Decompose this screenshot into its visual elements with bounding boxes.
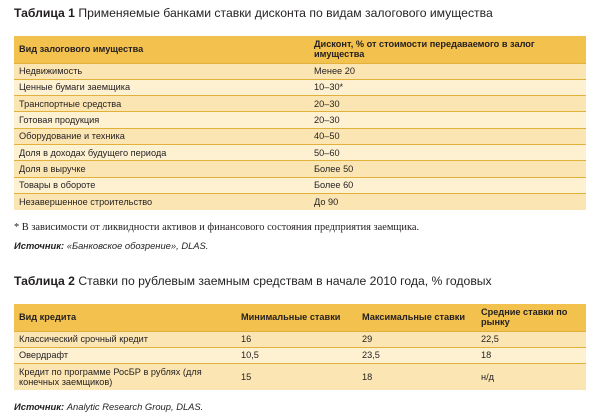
table1-cell-type: Незавершенное строительство <box>14 193 309 209</box>
table1-cell-discount: До 90 <box>309 193 586 209</box>
table2-cell-type: Овердрафт <box>14 347 236 363</box>
table2-source-label: Источник: <box>14 401 65 412</box>
table1-cell-discount: Более 50 <box>309 161 586 177</box>
table1-cell-discount: 20–30 <box>309 96 586 112</box>
table2-source <box>14 401 203 412</box>
table1-cell-type: Товары в обороте <box>14 177 309 193</box>
table1-cell-discount: Менее 20 <box>309 63 586 79</box>
table1-source-text: «Банковское обозрение», DLAS. <box>66 240 209 251</box>
table1-cell-type: Оборудование и техника <box>14 128 309 144</box>
table-row <box>14 144 586 160</box>
table1-cell-type: Ценные бумаги заемщика <box>14 79 309 95</box>
table-row <box>14 112 586 128</box>
table1-header-row <box>14 36 586 63</box>
table2-cell-min: 15 <box>236 364 357 390</box>
table-row <box>14 177 586 193</box>
table2-cell-max: 29 <box>357 331 476 347</box>
table-row <box>14 63 586 79</box>
table1-cell-discount: 10–30* <box>309 79 586 95</box>
table2 <box>14 304 586 390</box>
table1-source <box>14 240 208 251</box>
table2-source-text: Analytic Research Group, DLAS. <box>66 401 204 412</box>
table2-cell-type: Классический срочный кредит <box>14 331 236 347</box>
table1-caption <box>14 6 493 20</box>
table1-caption-label: Таблица 1 <box>14 6 75 20</box>
table-row <box>14 79 586 95</box>
table-row <box>14 193 586 209</box>
table1-caption-text: Применяемые банками ставки дисконта по видам залогового имущества <box>78 6 493 20</box>
table1 <box>14 36 586 210</box>
table2-header-max: Максимальные ставки <box>357 304 476 331</box>
table2-cell-min: 16 <box>236 331 357 347</box>
table1-cell-type: Доля в выручке <box>14 161 309 177</box>
table2-cell-max: 18 <box>357 364 476 390</box>
table-row <box>14 128 586 144</box>
table2-cell-avg: 18 <box>476 347 586 363</box>
table1-cell-type: Транспортные средства <box>14 96 309 112</box>
table-row <box>14 364 586 390</box>
table2-caption-label: Таблица 2 <box>14 274 75 288</box>
table1-footnote: * В зависимости от ликвидности активов и финансового состояния предприятия заемщика. <box>14 222 420 233</box>
table2-caption <box>14 274 492 288</box>
table1-source-label: Источник: <box>14 240 65 251</box>
table2-cell-max: 23,5 <box>357 347 476 363</box>
table2-cell-type: Кредит по программе РосБР в рублях (для конечных заемщиков) <box>14 364 236 390</box>
table1-header-type: Вид залогового имущества <box>14 36 309 63</box>
table2-header-type: Вид кредита <box>14 304 236 331</box>
table1-header-discount: Дисконт, % от стоимости передаваемого в залог имущества <box>309 36 586 63</box>
table2-header-row <box>14 304 586 331</box>
table-row <box>14 347 586 363</box>
table2-caption-text: Ставки по рублевым заемным средствам в начале 2010 года, % годовых <box>78 274 492 288</box>
table1-cell-discount: 50–60 <box>309 144 586 160</box>
table2-cell-avg: 22,5 <box>476 331 586 347</box>
table-row <box>14 96 586 112</box>
table1-cell-type: Доля в доходах будущего периода <box>14 144 309 160</box>
table-row <box>14 161 586 177</box>
table1-cell-type: Недвижимость <box>14 63 309 79</box>
table2-header-avg: Средние ставки по рынку <box>476 304 586 331</box>
table-row <box>14 331 586 347</box>
table1-cell-type: Готовая продукция <box>14 112 309 128</box>
table2-header-min: Минимальные ставки <box>236 304 357 331</box>
table1-cell-discount: Более 60 <box>309 177 586 193</box>
table1-cell-discount: 20–30 <box>309 112 586 128</box>
table2-cell-avg: н/д <box>476 364 586 390</box>
table2-cell-min: 10,5 <box>236 347 357 363</box>
table1-cell-discount: 40–50 <box>309 128 586 144</box>
